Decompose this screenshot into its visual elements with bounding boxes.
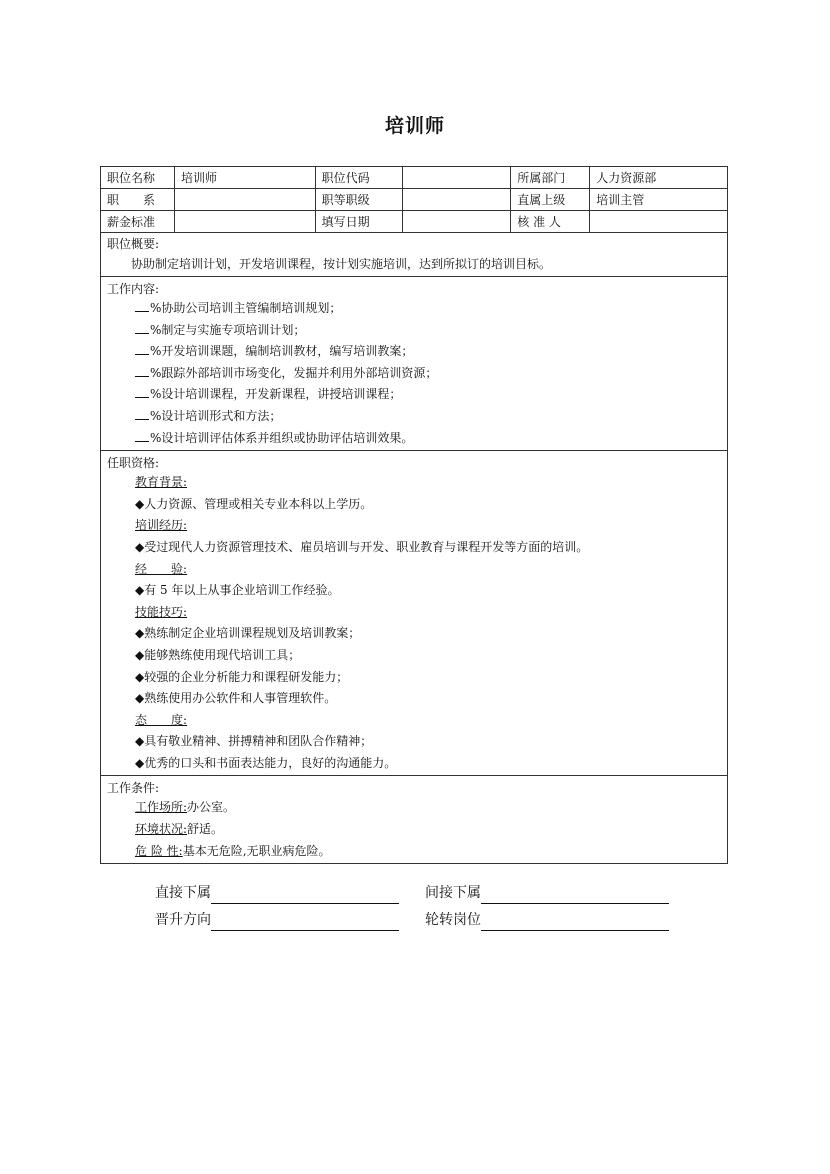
department-label: 所属部门 — [511, 167, 590, 189]
duty-weight-blank — [135, 428, 149, 442]
duty-weight-blank — [135, 341, 149, 355]
rotation-field — [425, 904, 695, 931]
condition-row — [107, 797, 721, 819]
qualification-item — [107, 537, 721, 559]
qualification-item-text: ◆熟练制定企业培训课程规划及培训教案； — [135, 626, 361, 641]
qualification-subheading-text: 教育背景: — [135, 475, 188, 490]
qualification-subheading — [107, 710, 721, 732]
qualification-item — [107, 494, 721, 516]
indirect-subordinate-field — [425, 877, 695, 904]
duty-weight-blank — [135, 384, 149, 398]
condition-value: 办公室。 — [187, 800, 236, 815]
duty-item — [107, 406, 721, 428]
direct-subordinate-label: 直接下属 — [155, 885, 211, 901]
condition-label: 工作场所: — [135, 800, 188, 815]
duty-text: %开发培训课题，编制培训教材，编写培训教案； — [150, 344, 414, 359]
qualification-subheading — [107, 559, 721, 581]
qualifications-heading: 任职资格: — [107, 456, 160, 471]
qualification-item-text: ◆人力资源、管理或相关专业本科以上学历。 — [135, 496, 373, 511]
qualification-item — [107, 667, 721, 689]
job-family-value — [174, 189, 315, 211]
condition-label: 危 险 性: — [135, 843, 183, 858]
duties-list — [107, 298, 721, 449]
qualification-subheading — [107, 472, 721, 494]
footer-fields — [155, 877, 695, 931]
qualifications-list — [107, 472, 721, 774]
approver-label: 核 准 人 — [511, 211, 590, 233]
duty-weight-blank — [135, 320, 149, 334]
duty-item — [107, 363, 721, 385]
duty-weight-blank — [135, 298, 149, 312]
duty-item — [107, 384, 721, 406]
page-title: 培训师 — [384, 115, 445, 137]
approver-value — [590, 211, 728, 233]
duty-text: %跟踪外部培训市场变化，发掘并利用外部培训资源； — [150, 365, 438, 380]
job-code-value — [402, 167, 511, 189]
rotation-line — [481, 915, 669, 931]
info-row-3 — [101, 211, 728, 233]
duty-item — [107, 320, 721, 342]
duty-weight-blank — [135, 363, 149, 377]
qualification-item — [107, 688, 721, 710]
rotation-label: 轮转岗位 — [425, 912, 481, 928]
qualification-item — [107, 753, 721, 775]
qualifications-section — [101, 451, 728, 776]
duty-text: %设计培训评估体系并组织或协助评估培训效果。 — [150, 430, 414, 445]
qualification-subheading-text: 技能技巧: — [135, 604, 188, 619]
indirect-subordinate-label: 间接下属 — [425, 885, 481, 901]
job-description-table — [100, 166, 728, 864]
qualification-subheading — [107, 515, 721, 537]
qualification-subheading-text: 培训经历: — [135, 518, 188, 533]
qualification-item-text: ◆受过现代人力资源管理技术、雇员培训与开发、职业教育与课程开发等方面的培训。 — [135, 539, 589, 554]
duty-item — [107, 428, 721, 450]
qualification-subheading — [107, 602, 721, 624]
conditions-heading: 工作条件: — [107, 781, 160, 796]
promotion-label: 晋升方向 — [155, 912, 211, 928]
qualification-item-text: ◆有 5 年以上从事企业培训工作经验。 — [135, 583, 340, 598]
conditions-list — [107, 797, 721, 862]
duty-item — [107, 341, 721, 363]
condition-value: 舒适。 — [187, 822, 224, 837]
qualification-item-text: ◆具有敬业精神、拼搏精神和团队合作精神； — [135, 734, 373, 749]
duty-text: %协助公司培训主管编制培训规划； — [150, 301, 342, 315]
duty-text: %制定与实施专项培训计划； — [150, 322, 306, 337]
department-value: 人力资源部 — [590, 167, 728, 189]
duty-text: %设计培训形式和方法； — [150, 408, 282, 423]
salary-value — [174, 211, 315, 233]
qualification-item — [107, 731, 721, 753]
summary-section — [101, 233, 728, 277]
condition-row — [107, 841, 721, 863]
job-grade-value — [402, 189, 511, 211]
condition-label: 环境状况: — [135, 822, 188, 837]
supervisor-value: 培训主管 — [590, 189, 728, 211]
direct-subordinate-line — [211, 888, 399, 904]
job-family-label: 职 系 — [101, 189, 175, 211]
fill-date-label: 填写日期 — [315, 211, 402, 233]
indirect-subordinate-line — [481, 888, 669, 904]
direct-subordinate-field — [155, 877, 425, 904]
summary-text: 协助制定培训计划，开发培训课程，按计划实施培训，达到所拟订的培训目标。 — [131, 257, 552, 271]
info-row-1 — [101, 167, 728, 189]
job-code-label: 职位代码 — [315, 167, 402, 189]
qualification-subheading-text: 态 度: — [135, 712, 188, 727]
job-grade-label: 职等职级 — [315, 189, 402, 211]
qualification-subheading-text: 经 验: — [135, 561, 188, 576]
info-row-2 — [101, 189, 728, 211]
qualification-item-text: ◆熟练使用办公软件和人事管理软件。 — [135, 691, 337, 706]
qualification-item-text: ◆能够熟练使用现代培训工具； — [135, 647, 301, 662]
fill-date-value — [402, 211, 511, 233]
conditions-section — [101, 776, 728, 864]
condition-value: 基本无危险,无职业病危险。 — [182, 843, 331, 858]
qualification-item-text: ◆优秀的口头和书面表达能力，良好的沟通能力。 — [135, 755, 397, 770]
job-title-label: 职位名称 — [101, 167, 175, 189]
condition-row — [107, 819, 721, 841]
summary-heading: 职位概要: — [107, 237, 160, 251]
duty-weight-blank — [135, 406, 149, 420]
promotion-line — [211, 915, 399, 931]
qualification-item — [107, 645, 721, 667]
salary-label: 薪金标准 — [101, 211, 175, 233]
job-title-value: 培训师 — [174, 167, 315, 189]
supervisor-label: 直属上级 — [511, 189, 590, 211]
promotion-field — [155, 904, 425, 931]
qualification-item — [107, 623, 721, 645]
duties-section — [101, 277, 728, 451]
duty-text: %设计培训课程，开发新课程，讲授培训课程； — [150, 387, 402, 402]
qualification-item — [107, 580, 721, 602]
qualification-item-text: ◆较强的企业分析能力和课程研发能力； — [135, 669, 349, 684]
duty-item — [107, 298, 721, 320]
duties-heading: 工作内容: — [107, 282, 160, 296]
